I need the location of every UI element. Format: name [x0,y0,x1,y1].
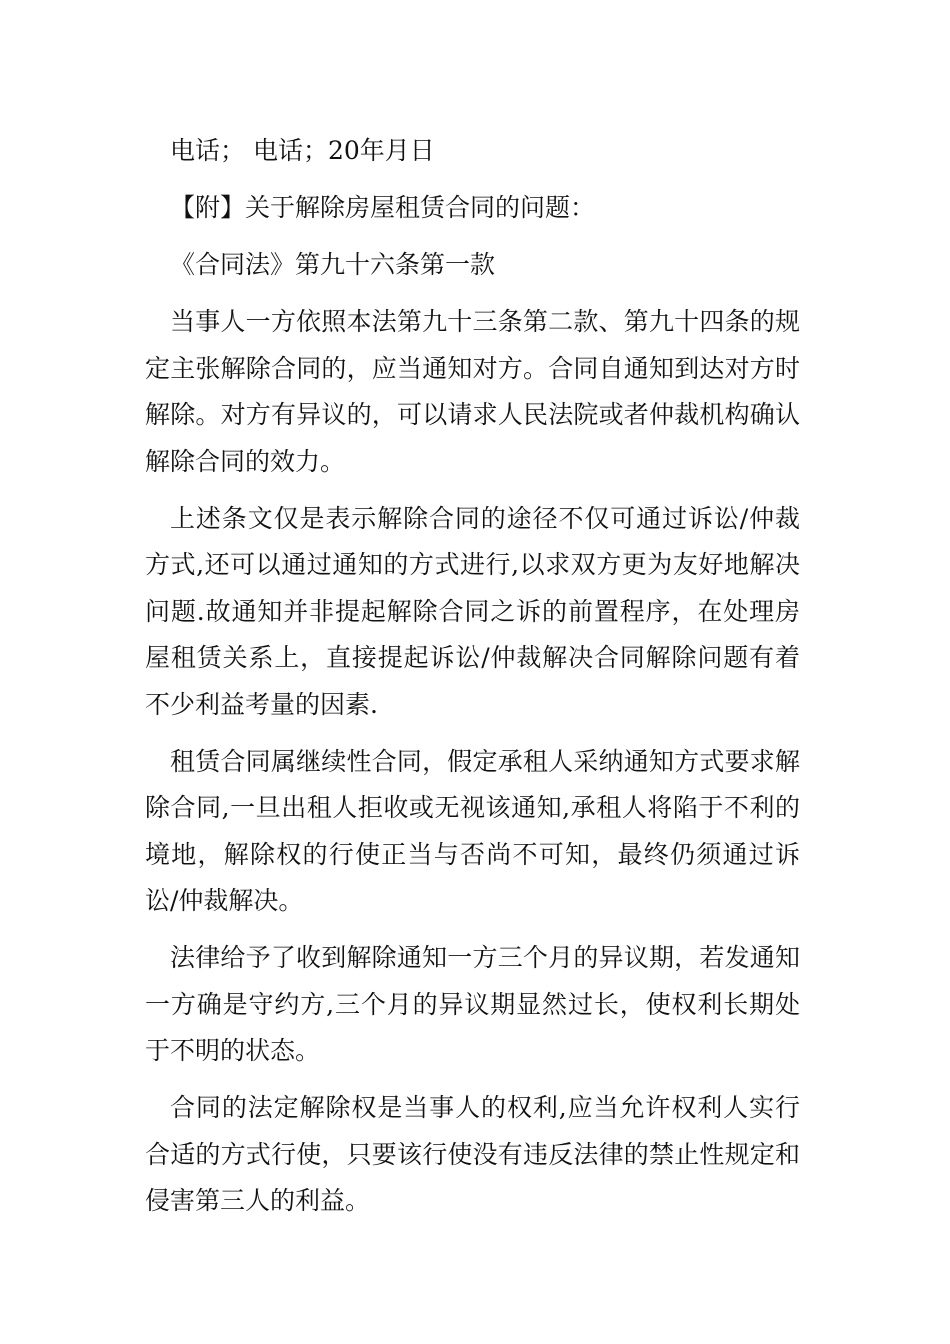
analysis-paragraph-4: 合同的法定解除权是当事人的权利,应当允许权利人实行合适的方式行使，只要该行使没有违反法律的禁止性规定和侵害第三人的利益。 [145,1093,800,1215]
law-citation: 《合同法》第九十六条第一款 [170,250,496,279]
appendix-heading: 【附】关于解除房屋租赁合同的问题： [170,193,596,222]
analysis-paragraph-3: 法律给予了收到解除通知一方三个月的异议期，若发通知一方确是守约方,三个月的异议期显然过长，使权利长期处于不明的状态。 [145,943,800,1065]
contact-date-line: 电话； 电话；20年月日 [170,136,435,165]
document-page [145,128,800,1235]
law-article-text: 当事人一方依照本法第九十三条第二款、第九十四条的规定主张解除合同的，应当通知对方。合同自通知到达对方时解除。对方有异议的，可以请求人民法院或者仲裁机构确认解除合同的效力。 [145,307,800,476]
analysis-paragraph-1: 上述条文仅是表示解除合同的途径不仅可通过诉讼/仲裁方式,还可以通过通知的方式进行,以求双方更为友好地解决问题.故通知并非提起解除合同之诉的前置程序，在处理房屋租赁关系上，直接提起诉讼/仲裁解决合同解除问题有着不少利益考量的因素. [145,503,800,719]
analysis-paragraph-2: 租赁合同属继续性合同，假定承租人采纳通知方式要求解除合同,一旦出租人拒收或无视该通知,承租人将陷于不利的境地，解除权的行使正当与否尚不可知，最终仍须通过诉讼/仲裁解决。 [145,746,800,915]
